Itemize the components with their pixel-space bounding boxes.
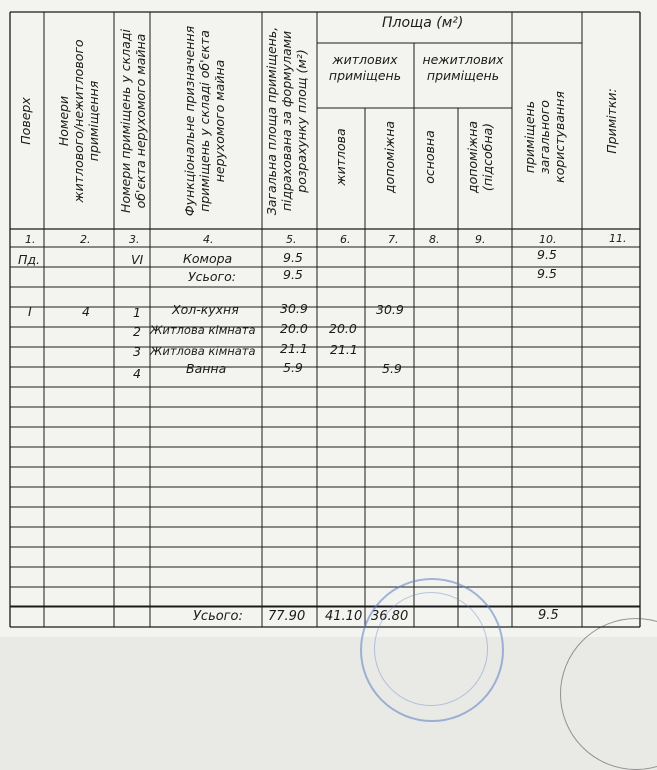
purpose-cell: Житлова кімната	[150, 323, 256, 337]
secondary-stamp	[560, 618, 657, 770]
auxiliary-area-cell: 5.9	[382, 361, 402, 376]
header-main-area: основна	[422, 130, 437, 184]
area-header: Площа (м²)	[382, 15, 464, 31]
common-area-cell: 9.5	[537, 247, 557, 262]
header-common-area: приміщень загального користування	[522, 91, 567, 183]
header-room-number: Номери приміщень у складі об'єкта нерухомого майна	[118, 29, 148, 213]
room-number-cell: 4	[133, 366, 141, 381]
header-total-area: Загальна площа приміщень, підрахована за формулами розрахунку площ (м²)	[264, 26, 309, 216]
column-number: 5.	[286, 233, 297, 246]
header-utility-area: допоміжна (підсобна)	[465, 120, 495, 194]
official-stamp-inner-ring	[374, 592, 488, 706]
header-living-area: житлова	[333, 128, 348, 186]
column-number: 9.	[475, 233, 486, 246]
grand-total-auxiliary: 36.80	[371, 609, 409, 624]
purpose-cell: Житлова кімната	[150, 344, 256, 358]
room-number-cell: 3	[133, 344, 141, 359]
subtotal-label: Усього:	[188, 269, 236, 284]
column-number: 1.	[25, 233, 36, 246]
header-auxiliary-area: допоміжна	[382, 120, 397, 194]
total-area-cell: 30.9	[280, 301, 308, 316]
living-group-header: житлових приміщень	[328, 52, 402, 83]
subtotal-common: 9.5	[537, 266, 557, 281]
total-area-cell: 9.5	[283, 250, 303, 265]
purpose-cell: Ванна	[186, 361, 227, 376]
column-number: 10.	[539, 233, 557, 246]
auxiliary-area-cell: 30.9	[376, 302, 404, 317]
grand-total-area: 77.90	[268, 609, 306, 624]
total-area-cell: 21.1	[280, 341, 308, 356]
total-label: Усього:	[193, 609, 243, 624]
column-number: 4.	[203, 233, 214, 246]
living-area-cell: 20.0	[329, 321, 357, 336]
header-notes: Примітки:	[604, 88, 619, 154]
grand-total-common: 9.5	[538, 608, 559, 623]
column-number: 2.	[80, 233, 91, 246]
header-function: Функціональне призначення приміщень у складі об'єкта нерухомого майна	[182, 25, 227, 217]
grand-total-living: 41.10	[325, 609, 363, 624]
total-area-cell: 20.0	[280, 321, 308, 336]
apartment-number-cell: 4	[82, 304, 90, 319]
column-number: 11.	[609, 232, 627, 245]
total-area-cell: 5.9	[283, 360, 303, 375]
room-number-cell: 1	[133, 305, 141, 320]
column-number: 3.	[129, 233, 140, 246]
nonliving-group-header: нежитлових приміщень	[422, 52, 504, 83]
header-floor: Поверх	[18, 97, 33, 145]
header-apartment-number: Номери житлового/нежитлового приміщення	[56, 39, 101, 203]
floor-cell: Пд.	[18, 252, 41, 267]
purpose-cell: Комора	[183, 251, 233, 266]
living-area-cell: 21.1	[330, 342, 358, 357]
column-number: 8.	[429, 233, 440, 246]
purpose-cell: Хол-кухня	[172, 302, 239, 317]
column-number: 6.	[340, 233, 351, 246]
room-number-cell: VI	[131, 252, 144, 267]
floor-cell: І	[28, 304, 32, 319]
subtotal-total: 9.5	[283, 267, 303, 282]
room-number-cell: 2	[133, 324, 141, 339]
column-number: 7.	[388, 233, 399, 246]
